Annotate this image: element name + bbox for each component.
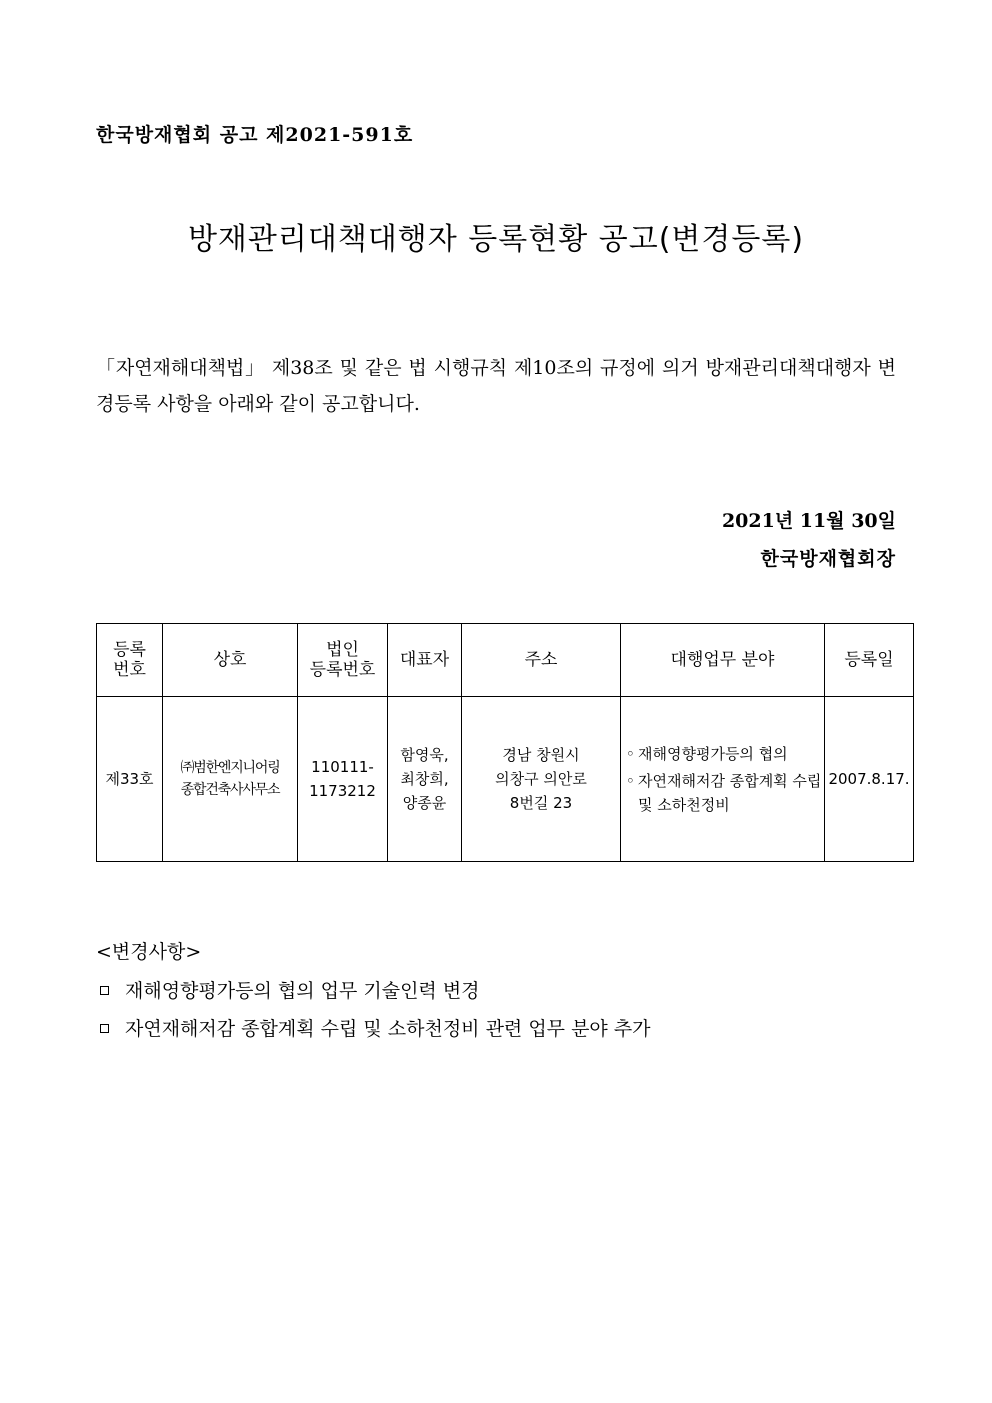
company-line1: ㈜범한엔지니어링 — [180, 760, 280, 776]
cell-corp-no — [298, 697, 388, 862]
rep-line3: 양종윤 — [402, 794, 447, 812]
bullet-icon: ◦ — [626, 771, 635, 790]
addr-line1: 경남 창원시 — [502, 746, 580, 764]
change-item — [100, 976, 480, 1003]
header-reg-no-line1: 등록 — [113, 640, 146, 660]
cell-company — [163, 697, 298, 862]
page-title: 방재관리대책대행자 등록현황 공고(변경등록) — [187, 222, 805, 257]
header-corp-no — [298, 624, 388, 697]
rep-line2: 최창희, — [400, 770, 449, 788]
header-reg-no-line2: 번호 — [113, 660, 146, 680]
header-company: 상호 — [163, 624, 298, 697]
header-corp-no-line2: 등록번호 — [309, 660, 376, 680]
addr-line3: 8번길 23 — [509, 794, 573, 812]
notice-number: 한국방재협회 공고 제2021-591호 — [96, 124, 414, 146]
cell-representative — [388, 697, 462, 862]
square-bullet-icon — [100, 986, 109, 995]
change-item-text-2: 자연재해저감 종합계획 수립 및 소하천정비 관련 업무 분야 추가 — [125, 1018, 651, 1040]
cell-reg-date: 2007.8.17. — [825, 697, 914, 862]
corp-no-line1: 110111- — [311, 758, 374, 776]
change-item-text-1: 재해영향평가등의 협의 업무 기술인력 변경 — [125, 980, 480, 1002]
signer: 한국방재협회장 — [760, 548, 896, 570]
header-business: 대행업무 분야 — [621, 624, 825, 697]
table-header-row — [97, 624, 914, 697]
body-paragraph: 「자연재해대책법」 제38조 및 같은 법 시행규칙 제10조의 규정에 의거 방재관리대책대행자 변경등록 사항을 아래와 같이 공고합니다. — [96, 357, 896, 415]
header-corp-no-line1: 법인 — [326, 640, 359, 660]
header-address: 주소 — [462, 624, 621, 697]
square-bullet-icon — [100, 1024, 109, 1033]
business-item — [626, 742, 822, 766]
header-representative: 대표자 — [388, 624, 462, 697]
cell-address — [462, 697, 621, 862]
bullet-icon: ◦ — [626, 744, 635, 763]
business-item-2: 자연재해저감 종합계획 수립 및 소하천정비 — [638, 771, 822, 814]
rep-line1: 함영욱, — [400, 746, 449, 764]
header-reg-no — [97, 624, 163, 697]
business-item — [626, 769, 822, 817]
changes-heading: <변경사항> — [96, 941, 202, 963]
change-item — [100, 1014, 651, 1041]
corp-no-line2: 1173212 — [309, 782, 376, 800]
registration-table — [96, 623, 914, 862]
header-reg-date: 등록일 — [825, 624, 914, 697]
addr-line2: 의창구 의안로 — [495, 770, 587, 788]
business-item-1: 재해영향평가등의 협의 — [638, 744, 788, 763]
cell-reg-no: 제33호 — [97, 697, 163, 862]
table-row — [97, 697, 914, 862]
company-line2: 종합건축사사무소 — [180, 782, 280, 798]
notice-date: 2021년 11월 30일 — [721, 510, 896, 532]
cell-business — [621, 697, 825, 862]
